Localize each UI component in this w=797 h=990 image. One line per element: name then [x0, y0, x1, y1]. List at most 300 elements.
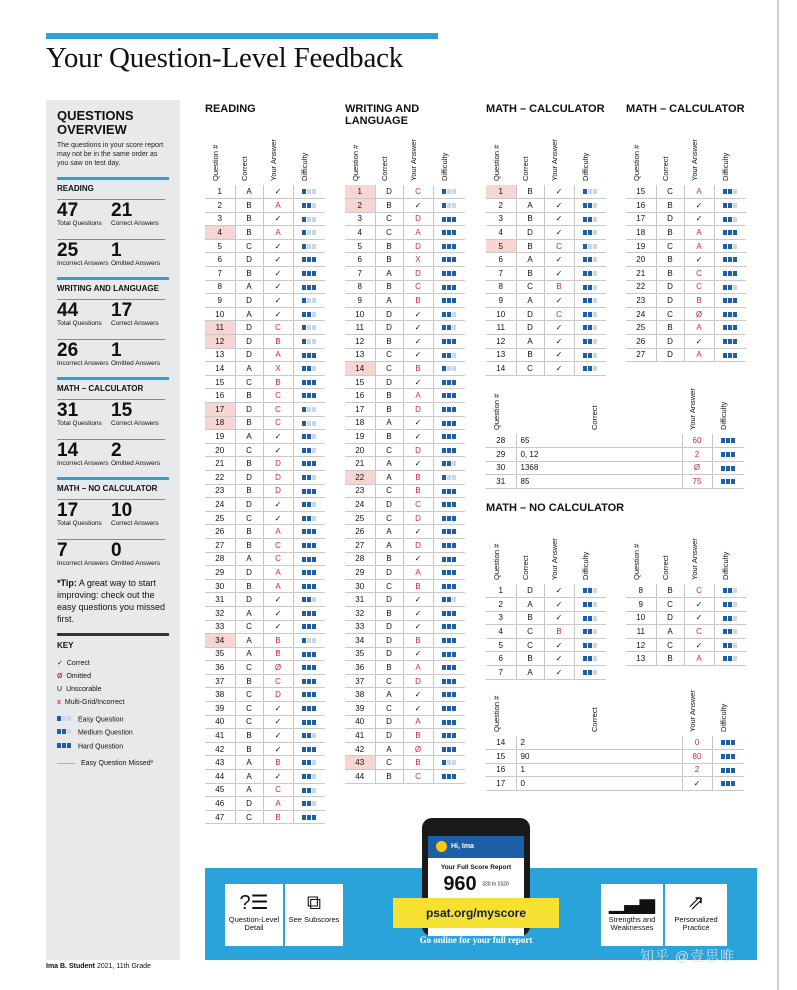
- practice-icon: ⇗: [687, 892, 705, 914]
- page-title: Your Question-Level Feedback: [46, 42, 404, 74]
- difficulty-indicator: [723, 283, 738, 292]
- difficulty-indicator: [302, 242, 317, 251]
- difficulty-indicator: [442, 772, 457, 781]
- difficulty-indicator: [302, 201, 317, 210]
- difficulty-indicator: [302, 283, 317, 292]
- table-row: 12 D B: [205, 335, 325, 349]
- difficulty-indicator: [302, 799, 317, 808]
- difficulty-indicator: [302, 677, 317, 686]
- table-row: 15 C B: [205, 375, 325, 389]
- table-row: 21 B D: [205, 457, 325, 471]
- table-row: 1 D C: [345, 185, 465, 199]
- table-row: 10 D C: [486, 307, 606, 321]
- table-row: 39 C ✓: [205, 702, 325, 716]
- difficulty-indicator: [302, 568, 317, 577]
- table-row: 2 B A: [205, 199, 325, 213]
- table-row: 35 A B: [205, 647, 325, 661]
- overview-section-1: [57, 277, 169, 367]
- difficulty-indicator: [442, 541, 457, 550]
- table-row: 5 C ✓: [205, 239, 325, 253]
- difficulty-indicator: [302, 745, 317, 754]
- difficulty-indicator: [442, 650, 457, 659]
- table-row: 36 B A: [345, 661, 465, 675]
- table-row: 11 D ✓: [486, 321, 606, 335]
- difficulty-indicator: [442, 555, 457, 564]
- table-row: 4 C B: [486, 625, 606, 639]
- table-row: 21 B C: [626, 267, 746, 281]
- difficulty-indicator: [583, 269, 598, 278]
- difficulty-indicator: [302, 718, 317, 727]
- table-row: 29 D A: [205, 566, 325, 580]
- table-row: 28 A C: [205, 552, 325, 566]
- difficulty-indicator: [723, 215, 738, 224]
- math-nocalc-table-2: [626, 584, 746, 666]
- table-row: 14 A X: [205, 362, 325, 376]
- difficulty-indicator: [442, 310, 457, 319]
- difficulty-indicator: [723, 242, 738, 251]
- column-headers: Question # Correct Your Answer Difficulty: [632, 538, 730, 580]
- difficulty-indicator: [302, 432, 317, 441]
- stat-total: 17 Total Questions: [57, 499, 111, 527]
- difficulty-indicator: [442, 228, 457, 237]
- score-url-link[interactable]: psat.org/myscore: [393, 898, 559, 928]
- table-row: 30 C B: [345, 579, 465, 593]
- table-row: 1 A ✓: [205, 185, 325, 199]
- table-row: 3 C D: [345, 212, 465, 226]
- difficulty-indicator: [302, 419, 317, 428]
- difficulty-indicator: [442, 500, 457, 509]
- difficulty-indicator: [583, 364, 598, 373]
- overview-section-0: [57, 177, 169, 267]
- table-row: 4 B A: [205, 226, 325, 240]
- bar-chart-icon: ▁▃▅: [608, 892, 656, 914]
- difficulty-indicator: [723, 337, 738, 346]
- difficulty-indicator: [442, 351, 457, 360]
- table-row: 26 B A: [205, 525, 325, 539]
- table-row: 4 D ✓: [486, 226, 606, 240]
- card-practice[interactable]: ⇗ Personalized Practice: [665, 884, 727, 946]
- table-row: 19 C A: [626, 239, 746, 253]
- table-row: 25 C ✓: [205, 511, 325, 525]
- difficulty-indicator: [721, 766, 736, 775]
- difficulty-indicator: [302, 555, 317, 564]
- difficulty-indicator: [302, 446, 317, 455]
- question-list-icon: ?☰: [239, 892, 269, 914]
- math-calc-header-2: MATH – CALCULATOR: [626, 103, 745, 115]
- table-row: 17 B D: [345, 403, 465, 417]
- table-row: 14 C ✓: [486, 362, 606, 376]
- column-headers: Question # Correct Your Answer Difficulty: [351, 139, 449, 181]
- column-headers: Question # Correct Your Answer Difficulty: [632, 139, 730, 181]
- table-row: 42 B ✓: [205, 742, 325, 756]
- difficulty-indicator: [583, 323, 598, 332]
- writing-table: [345, 185, 465, 784]
- difficulty-indicator: [302, 459, 317, 468]
- difficulty-indicator: [723, 323, 738, 332]
- difficulty-indicator: [442, 283, 457, 292]
- table-row: 1 B ✓: [486, 185, 606, 199]
- table-row: 38 C D: [205, 688, 325, 702]
- table-row: 29 D A: [345, 566, 465, 580]
- difficulty-indicator: [583, 614, 598, 623]
- table-row: 34 D B: [345, 634, 465, 648]
- table-row: 6 D ✓: [205, 253, 325, 267]
- difficulty-indicator: [442, 758, 457, 767]
- difficulty-indicator: [442, 473, 457, 482]
- table-row: 33 C ✓: [205, 620, 325, 634]
- table-row: 11 D C: [205, 321, 325, 335]
- table-row: 13 B ✓: [486, 348, 606, 362]
- table-row: 16 B C: [205, 389, 325, 403]
- overview-title: QUESTIONS OVERVIEW: [57, 108, 134, 137]
- difficulty-indicator: [721, 752, 736, 761]
- difficulty-indicator: [583, 296, 598, 305]
- table-row: 16 B ✓: [626, 199, 746, 213]
- table-row: 24 C Ø: [626, 307, 746, 321]
- table-row: 3 B ✓: [486, 611, 606, 625]
- table-row: 31 85 75: [486, 475, 744, 489]
- difficulty-indicator: [723, 614, 738, 623]
- difficulty-indicator: [302, 323, 317, 332]
- stat-correct: 15 Correct Answers: [111, 399, 165, 427]
- table-row: 27 B C: [205, 538, 325, 552]
- difficulty-indicator: [721, 779, 736, 788]
- title-accent-bar: [46, 33, 438, 39]
- table-row: 26 D ✓: [626, 335, 746, 349]
- difficulty-indicator: [302, 269, 317, 278]
- table-row: 8 B C: [626, 584, 746, 598]
- table-row: 8 A ✓: [205, 280, 325, 294]
- overview-section-3: [57, 477, 169, 567]
- table-row: 7 A D: [345, 267, 465, 281]
- table-row: 27 D A: [626, 348, 746, 362]
- difficulty-indicator: [302, 758, 317, 767]
- difficulty-indicator: [302, 690, 317, 699]
- difficulty-indicator: [442, 609, 457, 618]
- overview-section-2: [57, 377, 169, 467]
- table-row: 14 2 0: [486, 736, 744, 750]
- stat-correct: 21 Correct Answers: [111, 199, 165, 227]
- difficulty-indicator: [302, 704, 317, 713]
- overview-section-title: MATH – CALCULATOR: [57, 384, 144, 393]
- table-row: 33 D ✓: [345, 620, 465, 634]
- difficulty-indicator: [442, 663, 457, 672]
- difficulty-indicator: [302, 405, 317, 414]
- difficulty-indicator: [442, 269, 457, 278]
- table-row: 22 A B: [345, 470, 465, 484]
- table-row: 20 C ✓: [205, 443, 325, 457]
- table-row: 5 B D: [345, 239, 465, 253]
- difficulty-indicator: [723, 654, 738, 663]
- math-calc-table-2: [626, 185, 746, 362]
- table-row: 9 A ✓: [486, 294, 606, 308]
- phone-illustration: Hi, Ima Your Full Score Report 960 320 to 1520: [422, 818, 530, 936]
- overview-section-title: WRITING AND LANGUAGE: [57, 284, 159, 293]
- math-calc-header: MATH – CALCULATOR: [486, 103, 605, 115]
- card-question-detail[interactable]: ?☰ Question-Level Detail: [225, 884, 283, 946]
- difficulty-indicator: [583, 654, 598, 663]
- difficulty-indicator: [442, 731, 457, 740]
- table-row: 17 0 ✓: [486, 777, 744, 791]
- difficulty-indicator: [442, 187, 457, 196]
- difficulty-indicator: [302, 378, 317, 387]
- student-name: Ima B. Student 2021, 11th Grade: [46, 963, 151, 970]
- online-note: Go online for your full report: [419, 935, 533, 945]
- difficulty-indicator: [583, 201, 598, 210]
- difficulty-indicator: [442, 718, 457, 727]
- difficulty-indicator: [583, 641, 598, 650]
- table-row: 34 A B: [205, 634, 325, 648]
- reading-header: READING: [205, 103, 256, 115]
- table-row: 24 D C: [345, 498, 465, 512]
- questions-overview-sidebar: [46, 100, 180, 960]
- stat-incorrect: 14 Incorrect Answers: [57, 439, 111, 467]
- overview-section-title: READING: [57, 184, 94, 193]
- table-row: 25 C D: [345, 511, 465, 525]
- difficulty-indicator: [442, 201, 457, 210]
- math-nocalc-table: [486, 584, 606, 680]
- table-row: 41 B ✓: [205, 729, 325, 743]
- difficulty-indicator: [302, 609, 317, 618]
- difficulty-indicator: [302, 500, 317, 509]
- key-title: KEY: [57, 633, 169, 650]
- difficulty-indicator: [583, 215, 598, 224]
- difficulty-indicator: [302, 731, 317, 740]
- table-row: 44 B C: [345, 770, 465, 784]
- table-row: 1 D ✓: [486, 584, 606, 598]
- stat-omitted: 1 Omitted Answers: [111, 239, 165, 267]
- difficulty-indicator: [442, 215, 457, 224]
- table-row: 43 C B: [345, 756, 465, 770]
- column-headers: Question # Correct Your Answer Difficulty: [492, 139, 590, 181]
- difficulty-indicator: [302, 650, 317, 659]
- table-row: 17 D ✓: [626, 212, 746, 226]
- stat-omitted: 1 Omitted Answers: [111, 339, 165, 367]
- table-row: 23 D B: [626, 294, 746, 308]
- table-row: 9 D ✓: [205, 294, 325, 308]
- difficulty-indicator: [302, 813, 317, 822]
- difficulty-indicator: [302, 527, 317, 536]
- difficulty-indicator: [442, 323, 457, 332]
- card-strengths[interactable]: ▁▃▅ Strengths and Weaknesses: [601, 884, 663, 946]
- table-row: 36 C Ø: [205, 661, 325, 675]
- table-row: 25 B A: [626, 321, 746, 335]
- difficulty-indicator: [442, 514, 457, 523]
- table-row: 30 B A: [205, 579, 325, 593]
- table-row: 6 A ✓: [486, 253, 606, 267]
- table-row: 28 65 60: [486, 434, 744, 448]
- difficulty-indicator: [442, 595, 457, 604]
- difficulty-indicator: [583, 242, 598, 251]
- watermark: 知乎 @壹思唯: [640, 948, 736, 964]
- table-row: 10 A ✓: [205, 307, 325, 321]
- table-row: 23 B D: [205, 484, 325, 498]
- table-row: 41 D B: [345, 729, 465, 743]
- table-row: 24 D ✓: [205, 498, 325, 512]
- table-row: 19 B ✓: [345, 430, 465, 444]
- table-row: 15 D ✓: [345, 375, 465, 389]
- difficulty-indicator: [302, 663, 317, 672]
- table-row: 12 A ✓: [486, 335, 606, 349]
- difficulty-indicator: [302, 391, 317, 400]
- table-row: 46 D A: [205, 797, 325, 811]
- difficulty-indicator: [442, 568, 457, 577]
- overview-section-title: MATH – NO CALCULATOR: [57, 484, 158, 493]
- difficulty-indicator: [302, 337, 317, 346]
- table-row: 22 D C: [626, 280, 746, 294]
- table-row: 2 A ✓: [486, 199, 606, 213]
- difficulty-indicator: [723, 187, 738, 196]
- difficulty-indicator: [721, 477, 736, 486]
- table-row: 2 A ✓: [486, 598, 606, 612]
- difficulty-indicator: [302, 310, 317, 319]
- table-row: 16 1 2: [486, 763, 744, 777]
- table-row: 7 A ✓: [486, 666, 606, 680]
- table-row: 5 C ✓: [486, 638, 606, 652]
- column-headers: Question # Correct Your Answer Difficulty: [492, 690, 728, 732]
- table-row: 27 A D: [345, 538, 465, 552]
- difficulty-indicator: [442, 677, 457, 686]
- difficulty-indicator: [302, 582, 317, 591]
- difficulty-indicator: [302, 772, 317, 781]
- table-row: 19 A ✓: [205, 430, 325, 444]
- table-row: 42 A Ø: [345, 742, 465, 756]
- difficulty-indicator: [723, 351, 738, 360]
- difficulty-indicator: [442, 622, 457, 631]
- difficulty-indicator: [583, 337, 598, 346]
- difficulty-indicator: [442, 419, 457, 428]
- table-row: 10 D ✓: [345, 307, 465, 321]
- table-row: 12 C ✓: [626, 638, 746, 652]
- difficulty-indicator: [583, 627, 598, 636]
- table-row: 14 C B: [345, 362, 465, 376]
- difficulty-indicator: [723, 641, 738, 650]
- stat-total: 31 Total Questions: [57, 399, 111, 427]
- difficulty-indicator: [442, 391, 457, 400]
- difficulty-indicator: [302, 296, 317, 305]
- difficulty-indicator: [302, 255, 317, 264]
- column-headers: Question # Correct Your Answer Difficulty: [492, 538, 590, 580]
- difficulty-indicator: [302, 622, 317, 631]
- table-row: 9 A B: [345, 294, 465, 308]
- table-row: 35 D ✓: [345, 647, 465, 661]
- math-nocalc-grid-table: [486, 736, 744, 791]
- difficulty-indicator: [442, 582, 457, 591]
- table-row: 6 B X: [345, 253, 465, 267]
- column-headers: Question # Correct Your Answer Difficulty: [211, 139, 309, 181]
- table-row: 32 A ✓: [205, 606, 325, 620]
- table-row: 16 B A: [345, 389, 465, 403]
- difficulty-indicator: [442, 446, 457, 455]
- table-row: 5 B C: [486, 239, 606, 253]
- table-row: 15 C A: [626, 185, 746, 199]
- table-row: 40 C ✓: [205, 715, 325, 729]
- difficulty-indicator: [442, 378, 457, 387]
- difficulty-indicator: [583, 228, 598, 237]
- difficulty-indicator: [442, 296, 457, 305]
- stat-total: 47 Total Questions: [57, 199, 111, 227]
- table-row: 32 B ✓: [345, 606, 465, 620]
- difficulty-indicator: [442, 405, 457, 414]
- table-row: 13 C ✓: [345, 348, 465, 362]
- table-row: 7 B ✓: [205, 267, 325, 281]
- table-row: 4 C A: [345, 226, 465, 240]
- difficulty-indicator: [442, 745, 457, 754]
- writing-header: WRITING AND LANGUAGE: [345, 103, 420, 127]
- tip: *Tip: A great way to start improving: check out the easy questions you missed first.: [57, 578, 166, 624]
- table-row: 18 A ✓: [345, 416, 465, 430]
- column-headers: Question # Correct Your Answer Difficulty: [492, 388, 728, 430]
- difficulty-indicator: [442, 690, 457, 699]
- subscores-icon: ⧉: [306, 892, 322, 914]
- difficulty-indicator: [723, 255, 738, 264]
- difficulty-indicator: [583, 668, 598, 677]
- table-row: 10 D ✓: [626, 611, 746, 625]
- difficulty-indicator: [302, 473, 317, 482]
- difficulty-indicator: [723, 296, 738, 305]
- reading-table: [205, 185, 325, 824]
- math-nocalc-header: MATH – NO CALCULATOR: [486, 502, 625, 514]
- table-row: 7 B ✓: [486, 267, 606, 281]
- table-row: 20 B ✓: [626, 253, 746, 267]
- difficulty-indicator: [442, 255, 457, 264]
- difficulty-indicator: [302, 541, 317, 550]
- difficulty-indicator: [302, 351, 317, 360]
- table-row: 12 B ✓: [345, 335, 465, 349]
- difficulty-indicator: [302, 514, 317, 523]
- table-row: 13 D A: [205, 348, 325, 362]
- table-row: 17 D C: [205, 403, 325, 417]
- stat-correct: 17 Correct Answers: [111, 299, 165, 327]
- table-row: 3 B ✓: [205, 212, 325, 226]
- table-row: 13 B A: [626, 652, 746, 666]
- difficulty-indicator: [442, 242, 457, 251]
- stat-incorrect: 25 Incorrect Answers: [57, 239, 111, 267]
- difficulty-indicator: [302, 228, 317, 237]
- card-subscores[interactable]: ⧉ See Subscores: [285, 884, 343, 946]
- difficulty-indicator: [723, 600, 738, 609]
- overview-note: The questions in your score report may not be in the same order as you saw on test day.: [57, 142, 164, 167]
- table-row: 44 A ✓: [205, 770, 325, 784]
- table-row: 43 A B: [205, 756, 325, 770]
- table-row: 26 A ✓: [345, 525, 465, 539]
- stat-incorrect: 26 Incorrect Answers: [57, 339, 111, 367]
- table-row: 20 C D: [345, 443, 465, 457]
- difficulty-indicator: [302, 786, 317, 795]
- table-row: 18 B C: [205, 416, 325, 430]
- stat-correct: 10 Correct Answers: [111, 499, 165, 527]
- table-row: 28 B ✓: [345, 552, 465, 566]
- difficulty-indicator: [442, 636, 457, 645]
- difficulty-indicator: [723, 627, 738, 636]
- difficulty-indicator: [583, 600, 598, 609]
- difficulty-indicator: [442, 487, 457, 496]
- table-row: 9 C ✓: [626, 598, 746, 612]
- difficulty-indicator: [583, 586, 598, 595]
- difficulty-indicator: [442, 704, 457, 713]
- difficulty-indicator: [721, 436, 736, 445]
- table-row: 31 D ✓: [345, 593, 465, 607]
- table-row: 11 A C: [626, 625, 746, 639]
- table-row: 18 B A: [626, 226, 746, 240]
- stat-total: 44 Total Questions: [57, 299, 111, 327]
- table-row: 39 C ✓: [345, 702, 465, 716]
- math-calc-grid-table: [486, 434, 744, 489]
- table-row: 30 1368 Ø: [486, 461, 744, 475]
- table-row: 15 90 80: [486, 750, 744, 764]
- stat-incorrect: 7 Incorrect Answers: [57, 539, 111, 567]
- difficulty-indicator: [723, 228, 738, 237]
